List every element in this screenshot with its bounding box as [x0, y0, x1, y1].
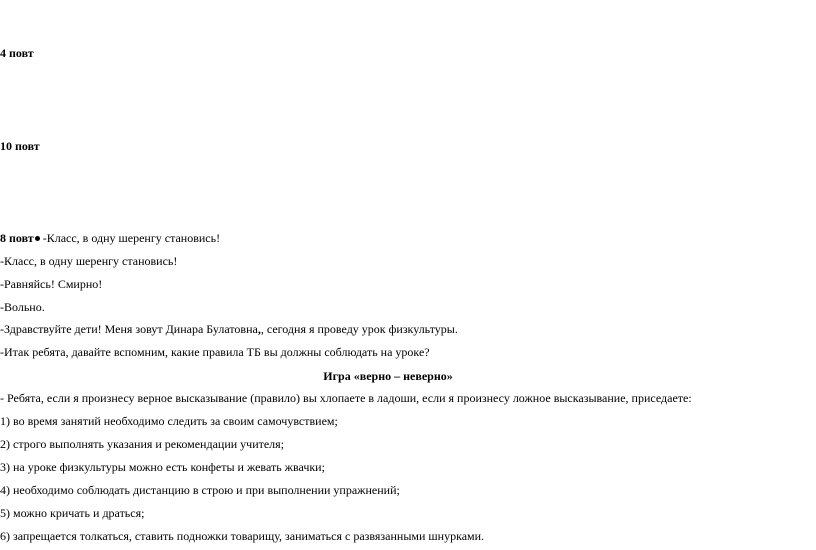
reps-third-row	[0, 231, 220, 245]
greeting-prefix: -Здравствуйте дети! Меня зовут Динара Булатовна	[0, 322, 258, 336]
game-item-3: 3) на уроке физкультуры можно есть конфеты и жевать жвачки;	[0, 460, 325, 474]
command-line-3: -Вольно.	[0, 300, 45, 314]
reps-second: 10 повт	[0, 139, 40, 153]
question-line: -Итак ребята, давайте вспомним, какие правила ТБ вы должны соблюдать на уроке?	[0, 345, 430, 359]
game-item-6: 6) запрещается толкаться, ставить подножки товарищу, заниматься с развязанными шнурками.	[0, 529, 485, 543]
game-intro: - Ребята, если я произнесу верное высказывание (правило) вы хлопаете в ладоши, если я произнесу ложное высказывание, приседаете:	[0, 391, 692, 405]
reps-first: 4 повт	[0, 46, 34, 60]
game-item-1: 1) во время занятий необходимо следить за своим самочувствием;	[0, 414, 338, 428]
game-title: Игра «верно – неверно»	[323, 369, 453, 383]
command-first-inline: -Класс, в одну шеренгу становись!	[42, 231, 221, 245]
game-item-4: 4) необходимо соблюдать дистанцию в строю и при выполнении упражнений;	[0, 483, 400, 497]
game-item-5: 5) можно кричать и драться;	[0, 506, 145, 520]
game-item-2: 2) строго выполнять указания и рекомендации учителя;	[0, 437, 285, 451]
greeting-line	[0, 322, 458, 336]
greeting-suffix: , сегодня я проведу урок физкультуры.	[260, 322, 458, 336]
command-line-2: -Равняйсь! Смирно!	[0, 277, 103, 291]
command-line-1: -Класс, в одну шеренгу становись!	[0, 254, 178, 268]
greeting-comma: ,	[257, 322, 261, 336]
bullet-icon	[35, 236, 40, 241]
reps-third: 8 повт	[0, 231, 34, 245]
